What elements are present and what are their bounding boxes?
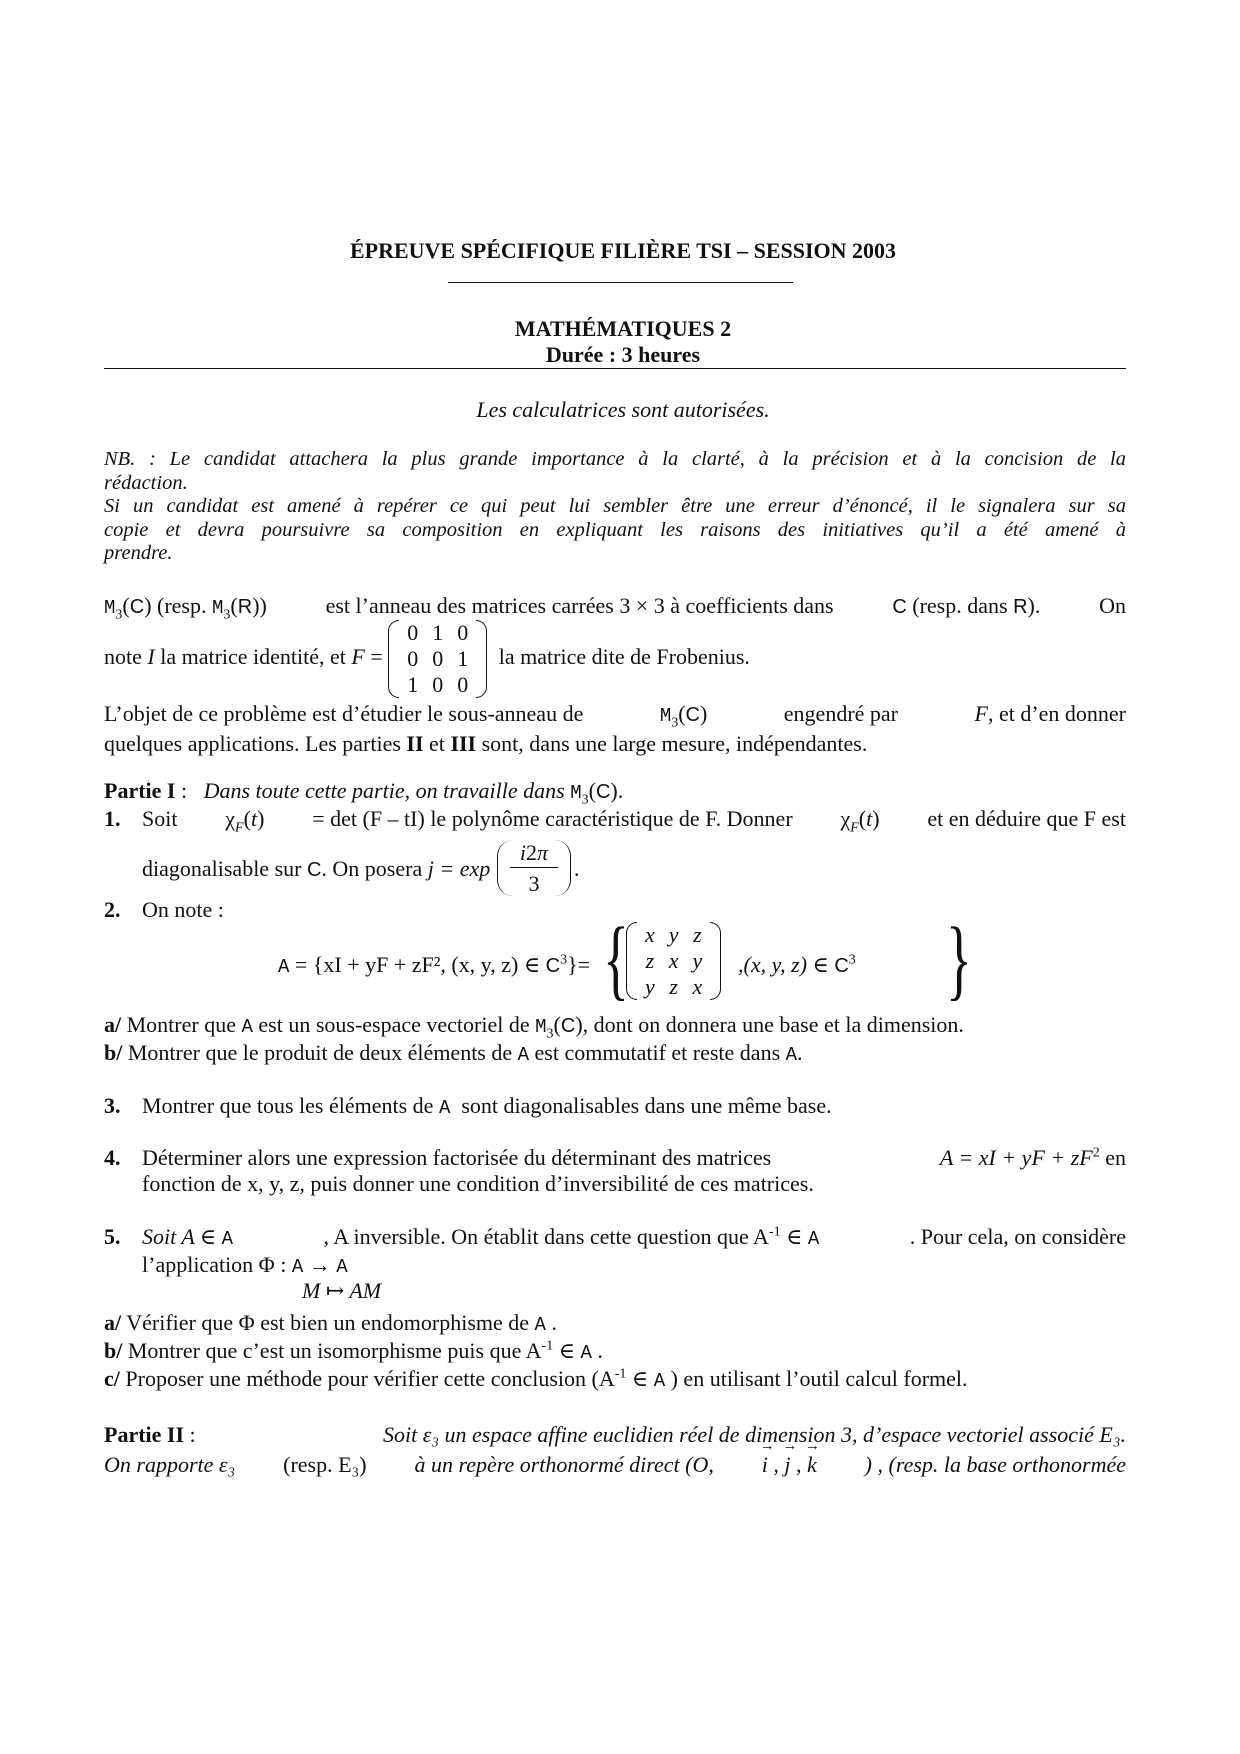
question-2b: b/ Montrer que le produit de deux éléments de A est commutatif et reste dans A. xyxy=(104,1040,803,1066)
matrix-cell: 1 xyxy=(407,672,419,697)
matrix-cell: 0 xyxy=(407,646,419,671)
circulant-matrix xyxy=(626,922,721,1000)
ring-text: est l’anneau des matrices carrées 3 × 3 à coefficients dans xyxy=(325,593,834,618)
matrix-cell: 0 xyxy=(432,672,444,697)
matrix-cell: 0 xyxy=(432,646,444,671)
duration: Durée : 3 heures xyxy=(545,342,701,367)
question-5a: a/ Vérifier que Φ est bien un endomorphisme de A . xyxy=(104,1310,557,1336)
intro-line-2: note I la matrice identité, et F = 0 1 0 0 0 1 1 0 0 la matrice dite de Frobenius. xyxy=(104,620,750,697)
matrix-cell: z xyxy=(669,974,678,999)
matrix-cell: x xyxy=(692,974,703,999)
intro-object: L’objet de ce problème est d’étudier le sous-anneau de $M_3(C)$ engendré par F, et d’en donner quelques applications. Les parties II et III sont, dans une large mesure, indépendantes. xyxy=(104,701,1126,756)
matrix-cell: 1 xyxy=(432,620,444,645)
question-2: 2. On note : xyxy=(104,897,224,922)
question-5b: b/ Montrer que c’est un isomorphisme puis que $A^{-1}$ ∈ A . xyxy=(104,1338,603,1364)
matrix-cell: z xyxy=(645,948,655,973)
matrix-cell: 0 xyxy=(457,620,469,645)
nb-line-5: prendre. xyxy=(104,542,173,564)
question-1: 1. Soit $\chi_F(t)$ = det (F – tI) le polynôme caractéristique de F. Donner $\chi_F(t)$ et en déduire que F est diagonalisable sur C. On posera j = exp i2π 3 . xyxy=(104,806,1126,896)
nb-block xyxy=(104,448,1126,566)
nb-line-3: Si un candidat est amené à repérer ce qui peut lui sembler être une erreur d’énoncé, il le signalera sur sa xyxy=(104,495,1126,517)
matrix-cell: 0 xyxy=(407,620,419,645)
intro-line-1: $M_3(C)$ (resp. $M_3(R)$) est l’anneau des matrices carrées 3 × 3 à coefficients dans C (resp. dans R). On xyxy=(104,593,1126,623)
frobenius-text: la matrice dite de Frobenius. xyxy=(498,644,750,670)
part1-label: Partie I xyxy=(104,778,176,803)
question-4: 4. Déterminer alors une expression factorisée du déterminant des matrices A = xI + yF + $zF^2$ en fonction de x, y, z, puis donner une condition d’inversibilité de ces matrices. xyxy=(104,1145,1126,1196)
exam-title: ÉPREUVE SPÉCIFIQUE FILIÈRE TSI – SESSION 2003 xyxy=(349,238,897,263)
title-underline xyxy=(448,282,793,283)
part1-heading: Partie I : Dans toute cette partie, on travaille dans $M_3(C)$. xyxy=(104,778,624,808)
part2-label: Partie II xyxy=(104,1422,185,1447)
matrix-cell: y xyxy=(645,974,655,999)
subject-title: MATHÉMATIQUES 2 xyxy=(514,316,732,341)
header-rule xyxy=(104,368,1126,369)
matrix-cell: y xyxy=(692,948,703,973)
matrix-cell: 0 xyxy=(457,672,469,697)
nb-line-2: rédaction. xyxy=(104,471,188,494)
matrix-cell: z xyxy=(693,922,702,947)
page: ÉPREUVE SPÉCIFIQUE FILIÈRE TSI – SESSION 2003 MATHÉMATIQUES 2 Durée : 3 heures Les calculatrices sont autorisées. NB. : Le candidat attachera la plus grande importance à la clarté, à la précision et à la concision de la rédaction. Si un candidat est amené à repérer ce qui peut lui sembler être une erreur d’énoncé, il le signalera sur sa copie et devra poursuivre sa composition en expliquant les raisons des initiatives qu’il a été amené à prendre. $M_3(C)$ (resp. $M_3(R)$) est l’anneau des matrices carrées 3 × 3 à coefficients dans C (resp. dans R). On note I la matrice identité, et F = 0 1 0 0 0 1 1 0 0 la matrice dite de Frobenius. L’objet de ce problème est d’étudier le sous-anneau de $M_3(C)$ engendré par F, et d’en donner quelques applications. Les parties II et III sont, dans une large mesure, indépendantes. Partie I : Dans toute cette partie, on travaille dans $M_3(C)$. 1. Soit $\chi_F(t)$ = det (F – tI) le polynôme caractéristique de F. Donner $\chi_F(t)$ et en déduire que F est diagonalisable sur C. On posera j = exp i2π 3 . 2. On note : A = {xI + yF + zF², (x, y, z) ∈ $C^3\}=$ { x y z z x y y z x ,(x, y, z) ∈ $C^3$ } a/ Montrer que A est un sous-espace vectoriel de $M_3(C)$, dont on donnera une base et la dimension. b/ Montrer que le produit de deux éléments de A est commutatif et reste dans A. 3. Montrer que tous les éléments de A sont diagonalisables dans une même base. 4. Déterminer alors une expression factorisée du déterminant des matrices A = xI + yF + $zF^2$ en fonction de x, y, z, puis donner une condition d’inversibilité de ces matrices. 5. Soit A ∈ A , A inversible. On établit dans cette question que $A^{-1}$ ∈ A . Pour cela, on considère l’application Φ : A → A M ↦ AM a/ Vérifier que Φ est bien un endomorphisme de A . b/ Montrer que c’est un isomorphisme puis que $A^{-1}$ ∈ A . c/ Proposer une méthode pour vérifier cette conclusion ($A^{-1}$ ∈ A ) en utilisant l’outil calcul formel. Partie II : Soit ε₃ un espace affine euclidien réel de dimension 3, d’espace vectoriel associé E₃. On rapporte ε₃ (resp. E₃) à un repère orthonormé direct (O, → i , → j , → k ) , (resp. la base orthonormée xyxy=(118,0,1128,1754)
matrix-cell: x xyxy=(645,922,655,947)
calculator-note: Les calculatrices sont autorisées. xyxy=(476,397,770,422)
question-5: 5. Soit A ∈ A , A inversible. On établit dans cette question que $A^{-1}$ ∈ A . Pour cela, on considère l’application Φ : A → A M ↦ AM xyxy=(104,1224,1126,1303)
matrix-cell: 1 xyxy=(457,646,469,671)
part2-heading: Partie II : Soit ε₃ un espace affine euclidien réel de dimension 3, d’espace vectoriel associé E₃. On rapporte ε₃ (resp. E₃) à un repère orthonormé direct (O, → i , → j , → k ) , (resp. la base orthonormée xyxy=(104,1422,1126,1478)
m3-symbol: M xyxy=(104,597,116,619)
frobenius-matrix xyxy=(388,620,487,698)
nb-line-4: copie et devra poursuivre sa composition en expliquant les raisons des initiatives qu’il a été amené à xyxy=(104,518,1126,541)
matrix-cell: x xyxy=(668,948,679,973)
question-2a: a/ Montrer que A est un sous-espace vectoriel de $M_3(C)$, dont on donnera une base et la dimension. xyxy=(104,1012,964,1042)
question-5c: c/ Proposer une méthode pour vérifier cette conclusion ($A^{-1}$ ∈ A ) en utilisant l’outil calcul formel. xyxy=(104,1366,968,1392)
matrix-cell: y xyxy=(668,922,679,947)
question-3: 3. Montrer que tous les éléments de A sont diagonalisables dans une même base. xyxy=(104,1093,832,1119)
nb-line-1: NB. : Le candidat attachera la plus grande importance à la clarté, à la précision et à la concision de la xyxy=(104,448,1126,470)
